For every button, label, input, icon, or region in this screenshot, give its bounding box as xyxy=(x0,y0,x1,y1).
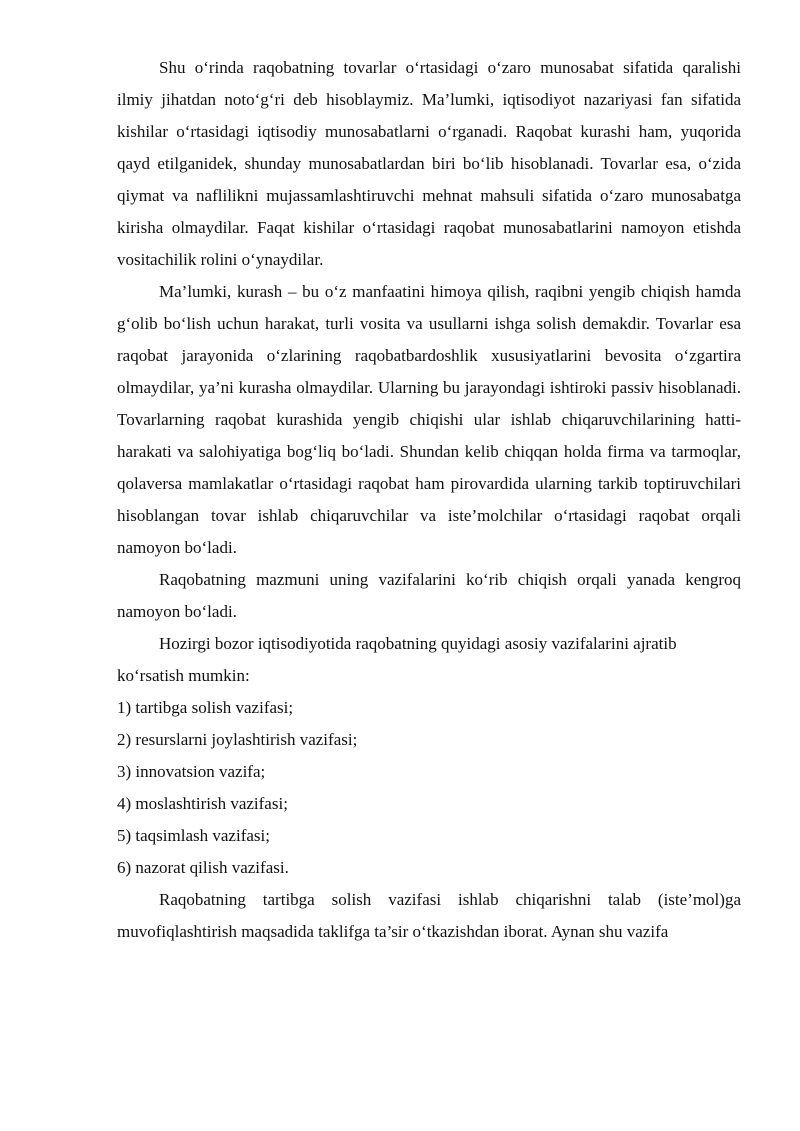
closing-paragraph: Raqobatning tartibga solish vazifasi ishlab chiqarishni talab (iste’mol)ga muvofiqlashtirish maqsadida taklifga ta’sir oʻtkazishdan iborat. Aynan shu vazifa xyxy=(117,890,741,941)
list-item: 2) resurslarni joylashtirish vazifasi; xyxy=(117,730,358,749)
paragraph-2: Ma’lumki, kurash – bu oʻz manfaatini himoya qilish, raqibni yengib chiqish hamda gʻolib boʻlish uchun harakat, turli vosita va usullarni ishga solish demakdir. Tovarlar esa raqobat jarayonida oʻzlarining raqobatbardoshlik xususiyatlarini bevosita oʻzgartira olmaydilar, ya’ni kurasha olmaydilar. Ularning bu jarayondagi ishtiroki passiv hisoblanadi. Tovarlarning raqobat kurashida yengib chiqishi ular ishlab chiqaruvchilarining hatti-harakati va salohiyatiga bogʻliq boʻladi. Shundan kelib chiqqan holda firma va tarmoqlar, qolaversa mamlakatlar oʻrtasidagi raqobat ham pirovardida ularning tarkib toptiruvchilari hisoblangan tovar ishlab chiqaruvchilar va iste’molchilar oʻrtasidagi raqobat orqali namoyon boʻladi. xyxy=(117,282,741,557)
paragraph-3: Raqobatning mazmuni uning vazifalarini koʻrib chiqish orqali yanada kengroq namoyon boʻladi. xyxy=(117,570,741,621)
list-item: 4) moslashtirish vazifasi; xyxy=(117,794,288,813)
functions-list xyxy=(117,692,741,884)
list-item: 5) taqsimlash vazifasi; xyxy=(117,826,270,845)
list-item: 3) innovatsion vazifa; xyxy=(117,762,266,781)
list-item: 1) tartibga solish vazifasi; xyxy=(117,698,294,717)
paragraph-1: Shu oʻrinda raqobatning tovarlar oʻrtasidagi oʻzaro munosabat sifatida qaralishi ilmiy jihatdan notoʻgʻri deb hisoblaymiz. Ma’lumki, iqtisodiyot nazariyasi fan sifatida kishilar oʻrtasidagi iqtisodiy munosabatlarni oʻrganadi. Raqobat kurashi ham, yuqorida qayd etilganidek, shunday munosabatlardan biri boʻlib hisoblanadi. Tovarlar esa, oʻzida qiymat va naflilikni mujassamlashtiruvchi mehnat mahsuli sifatida oʻzaro munosabatga kirisha olmaydilar. Faqat kishilar oʻrtasidagi raqobat munosabatlarini namoyon etishda vositachilik rolini oʻynaydilar. xyxy=(117,58,741,269)
list-intro-paragraph: Hozirgi bozor iqtisodiyotida raqobatning quyidagi asosiy vazifalarini ajratib koʻrsatish mumkin: xyxy=(117,634,677,685)
document-page xyxy=(117,52,741,948)
list-item: 6) nazorat qilish vazifasi. xyxy=(117,858,289,877)
